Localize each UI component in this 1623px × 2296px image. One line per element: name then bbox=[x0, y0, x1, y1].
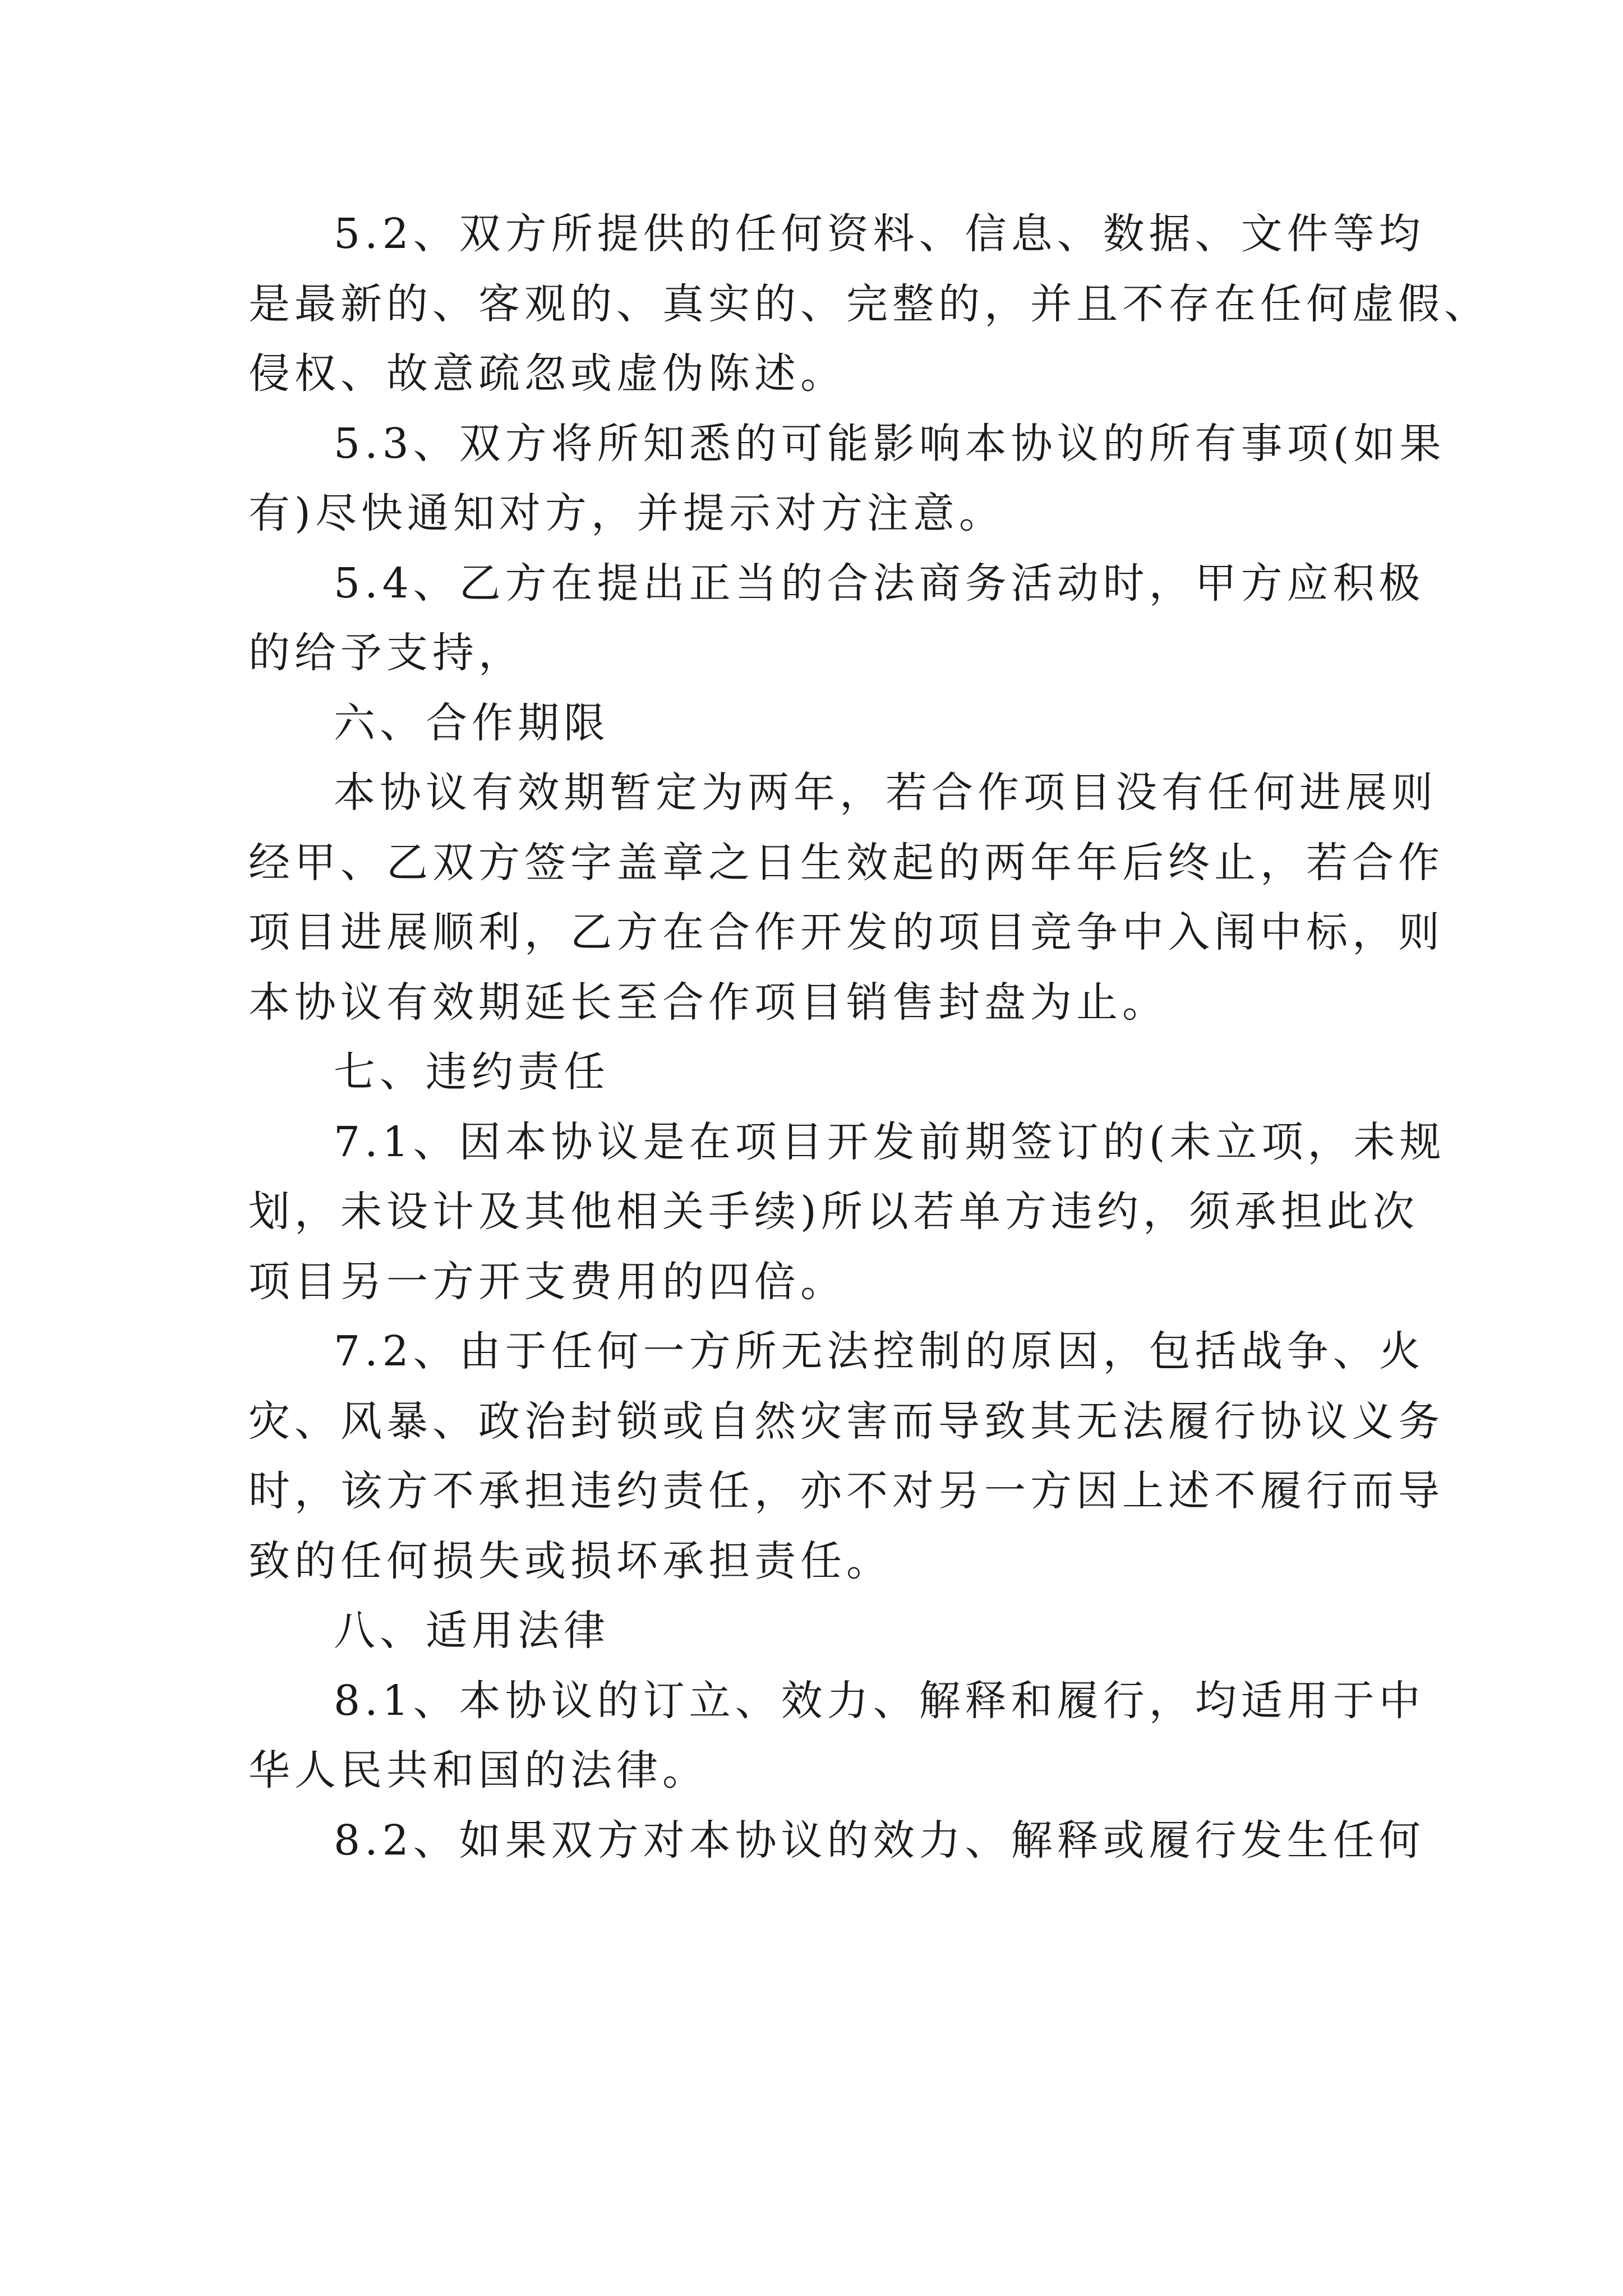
text-line: 7.1、因本协议是在项目开发前期签订的(未立项，未规 bbox=[334, 1117, 1446, 1166]
text-line: 致的任何损失或损坏承担责任。 bbox=[248, 1536, 892, 1585]
clause-6 bbox=[248, 758, 1444, 1037]
clause-7-1 bbox=[248, 1107, 1446, 1317]
section-heading: 七、违约责任 bbox=[334, 1048, 610, 1096]
clause-7-2 bbox=[248, 1317, 1444, 1596]
clause-5-3 bbox=[248, 409, 1446, 549]
text-line: 8.1、本协议的订立、效力、解释和履行，均适用于中 bbox=[334, 1676, 1425, 1725]
text-line: 8.2、如果双方对本协议的效力、解释或履行发生任何 bbox=[334, 1816, 1425, 1865]
text-line: 灾、风暴、政治封锁或自然灾害而导致其无法履行协议义务 bbox=[248, 1397, 1444, 1446]
text-line: 5.4、乙方在提出正当的合法商务活动时，甲方应积极 bbox=[334, 559, 1425, 608]
clause-8-1 bbox=[248, 1666, 1425, 1806]
text-line: 本协议有效期延长至合作项目销售封盘为止。 bbox=[248, 978, 1168, 1027]
text-line: 华人民共和国的法律。 bbox=[248, 1746, 708, 1795]
section-heading: 六、合作期限 bbox=[334, 698, 610, 747]
document-body bbox=[248, 199, 1490, 1875]
clause-5-2 bbox=[248, 199, 1490, 409]
section-heading-6 bbox=[248, 688, 1371, 758]
text-line: 是最新的、客观的、真实的、完整的，并且不存在任何虚假、 bbox=[248, 279, 1490, 328]
text-line: 5.2、双方所提供的任何资料、信息、数据、文件等均 bbox=[334, 210, 1425, 258]
text-line: 的给予支持， bbox=[248, 629, 524, 677]
text-line: 本协议有效期暂定为两年，若合作项目没有任何进展则 bbox=[334, 769, 1437, 817]
text-line: 划，未设计及其他相关手续)所以若单方违约，须承担此次 bbox=[248, 1188, 1419, 1236]
section-heading-7 bbox=[248, 1037, 1371, 1107]
text-line: 时，该方不承担违约责任，亦不对另一方因上述不履行而导 bbox=[248, 1467, 1444, 1515]
section-heading: 八、适用法律 bbox=[334, 1607, 610, 1655]
text-line: 侵权、故意疏忽或虚伪陈述。 bbox=[248, 349, 846, 398]
text-line: 经甲、乙双方签字盖章之日生效起的两年年后终止，若合作 bbox=[248, 838, 1444, 887]
text-line: 项目进展顺利，乙方在合作开发的项目竞争中入闱中标，则 bbox=[248, 908, 1444, 956]
clause-8-2 bbox=[248, 1806, 1425, 1876]
text-line: 项目另一方开支费用的四倍。 bbox=[248, 1257, 846, 1306]
clause-5-4 bbox=[248, 549, 1425, 688]
text-line: 有)尽快通知对方，并提示对方注意。 bbox=[248, 489, 1005, 537]
section-heading-8 bbox=[248, 1596, 1371, 1666]
text-line: 5.3、双方将所知悉的可能影响本协议的所有事项(如果 bbox=[334, 419, 1446, 468]
text-line: 7.2、由于任何一方所无法控制的原因，包括战争、火 bbox=[334, 1327, 1425, 1375]
